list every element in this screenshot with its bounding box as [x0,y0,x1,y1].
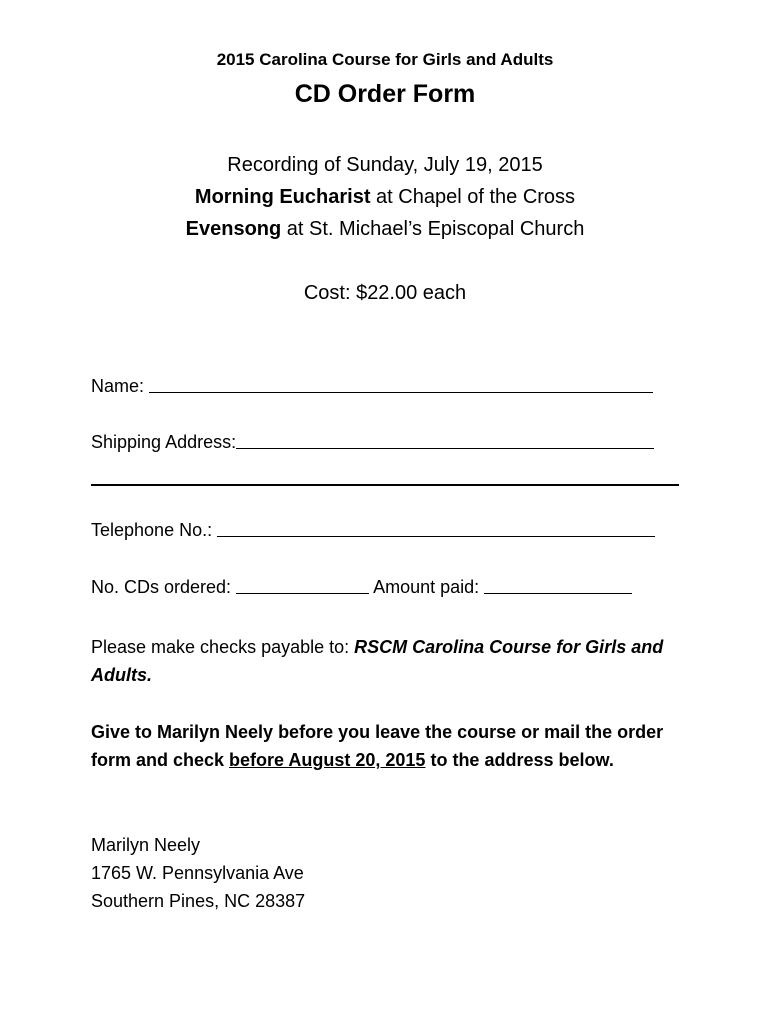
cds-ordered-field[interactable] [91,577,632,598]
service-2-location: at St. Michael’s Episcopal Church [281,218,585,240]
shipping-address-field[interactable] [91,432,654,453]
course-subtitle: 2015 Carolina Course for Girls and Adults [216,50,554,69]
address-city: Southern Pines, NC 28387 [91,891,306,911]
form-title: CD Order Form [294,80,476,108]
delivery-instructions [91,718,691,774]
telephone-field[interactable] [91,520,655,541]
service-1-location: at Chapel of the Cross [370,186,576,208]
payable-instructions [91,633,691,689]
address-street: 1765 W. Pennsylvania Ave [91,863,304,883]
shipping-address-blank[interactable] [236,447,654,449]
name-blank[interactable] [149,391,653,393]
service-2-name: Evensong [185,218,282,240]
amount-paid-label: Amount paid: [369,577,485,597]
telephone-blank[interactable] [217,535,655,537]
cds-ordered-label: No. CDs ordered: [91,577,237,597]
cost-line: Cost: $22.00 each [303,282,467,304]
delivery-text-start: Give to Marilyn Neely before you leave the course or mail the order form and check [91,722,664,770]
telephone-label: Telephone No.: [91,520,218,540]
address-name: Marilyn Neely [91,835,201,855]
name-label: Name: [91,376,150,396]
service-1-name: Morning Eucharist [194,186,371,208]
recording-date: Recording of Sunday, July 19, 2015 [227,154,543,176]
payee-name: RSCM Carolina Course for Girls and Adults. [91,637,664,685]
shipping-address-second-line[interactable] [91,484,679,486]
delivery-text-end: to the address below. [425,750,614,770]
cds-ordered-blank[interactable] [236,592,369,594]
amount-paid-blank[interactable] [484,592,632,594]
payable-intro: Please make checks payable to: [91,637,355,657]
mailing-address [91,831,691,915]
recording-service-2 [0,218,770,241]
recording-service-1 [0,186,770,209]
shipping-address-label: Shipping Address: [91,432,237,452]
name-field[interactable] [91,376,653,397]
deadline-date: before August 20, 2015 [229,750,426,770]
